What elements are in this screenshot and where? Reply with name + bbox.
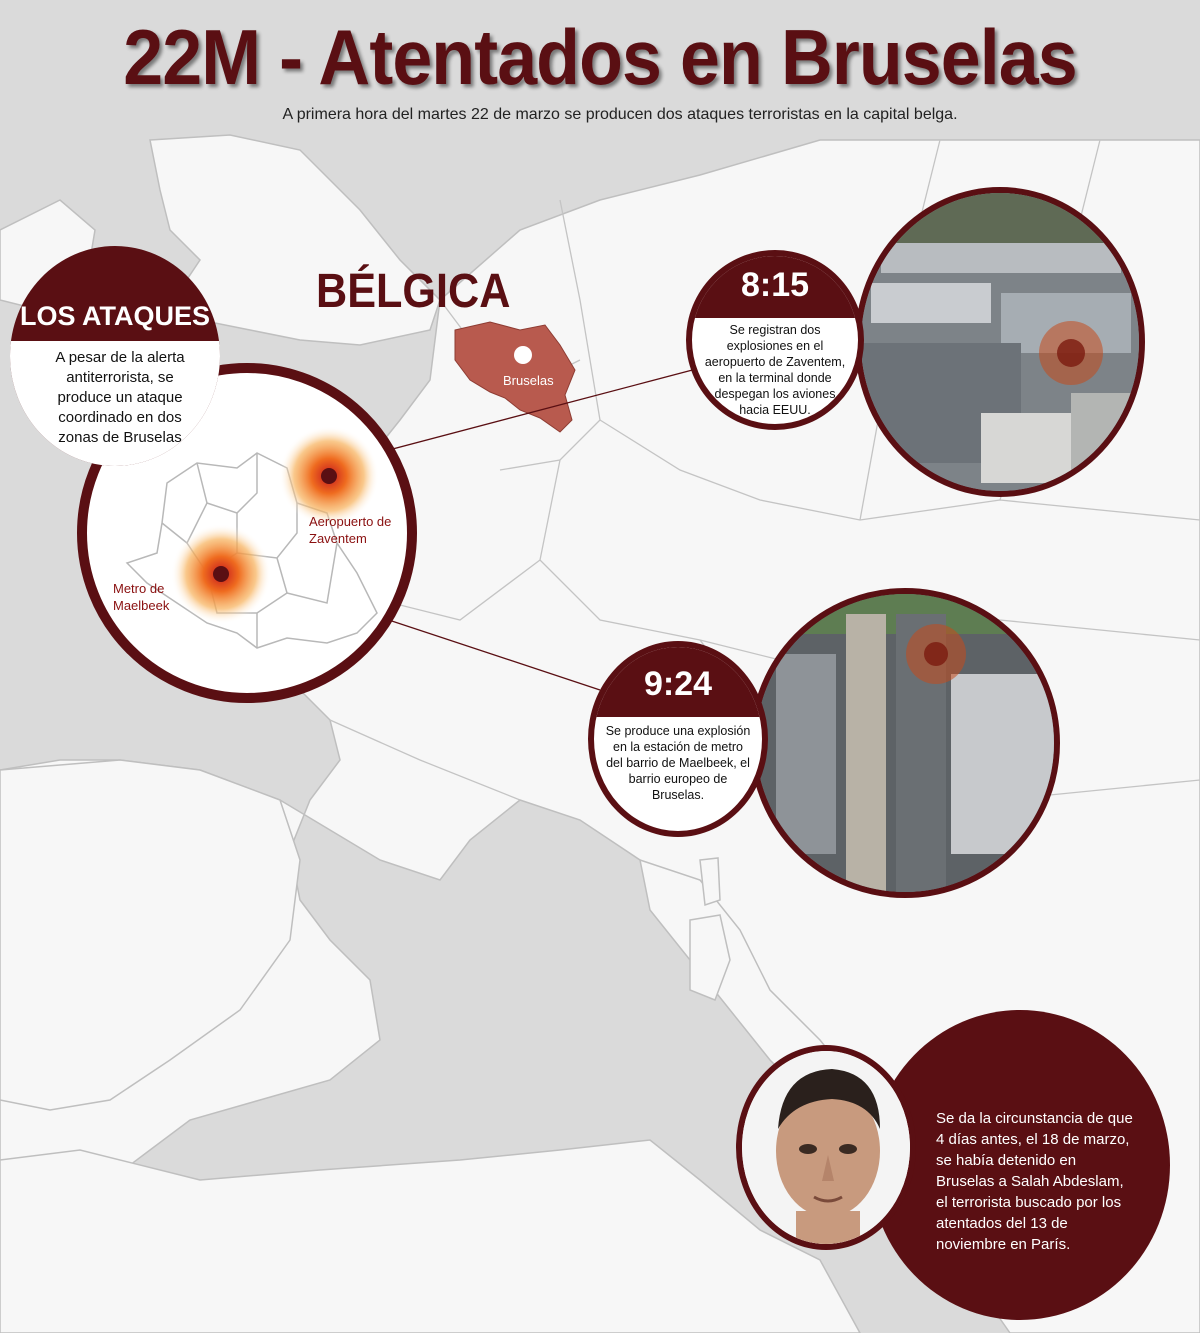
airport-label: Aeropuerto de Zaventem bbox=[309, 514, 392, 546]
metro-aerial-image bbox=[756, 594, 1054, 892]
brussels-dot bbox=[514, 346, 532, 364]
event-0924-circle bbox=[588, 641, 768, 837]
ataques-heading: LOS ATAQUES bbox=[19, 301, 210, 331]
event-0815-circle bbox=[686, 250, 864, 430]
event-0815-text: Se registran dos explosiones en el aeropuerto de Zaventem, en la terminal donde despegan los aviones hacia EEUU. bbox=[704, 323, 846, 417]
airport-photo bbox=[855, 187, 1145, 497]
event-0815-time: 8:15 bbox=[740, 266, 810, 304]
metro-label: Metro de Maelbeek bbox=[113, 581, 170, 613]
event-0924-time: 9:24 bbox=[643, 665, 713, 703]
ataques-text: A pesar de la alerta antiterrorista, se produce un ataque coordinado en dos zonas de Bruselas bbox=[55, 349, 185, 446]
metro-photo bbox=[750, 588, 1060, 898]
page-title: 22M - Atentados en Bruselas bbox=[123, 13, 1077, 101]
event-0924-text: Se produce una explosión en la estación de metro del barrio de Maelbeek, el barrio europeo de Bruselas. bbox=[605, 724, 751, 802]
city-label: Bruselas bbox=[503, 373, 554, 388]
country-label: BÉLGICA bbox=[316, 265, 511, 318]
note-text: Se da la circunstancia de que 4 días antes, el 18 de marzo, se había detenido en Bruselas a Salah Abdeslam, el terrorista buscado por los atentados del 13 de noviembre en París. bbox=[936, 1110, 1133, 1253]
airport-aerial-image bbox=[861, 193, 1139, 491]
page-subtitle: A primera hora del martes 22 de marzo se producen dos ataques terroristas en la capital belga. bbox=[282, 106, 958, 123]
portrait-photo bbox=[736, 1045, 916, 1250]
portrait-image bbox=[742, 1051, 910, 1244]
